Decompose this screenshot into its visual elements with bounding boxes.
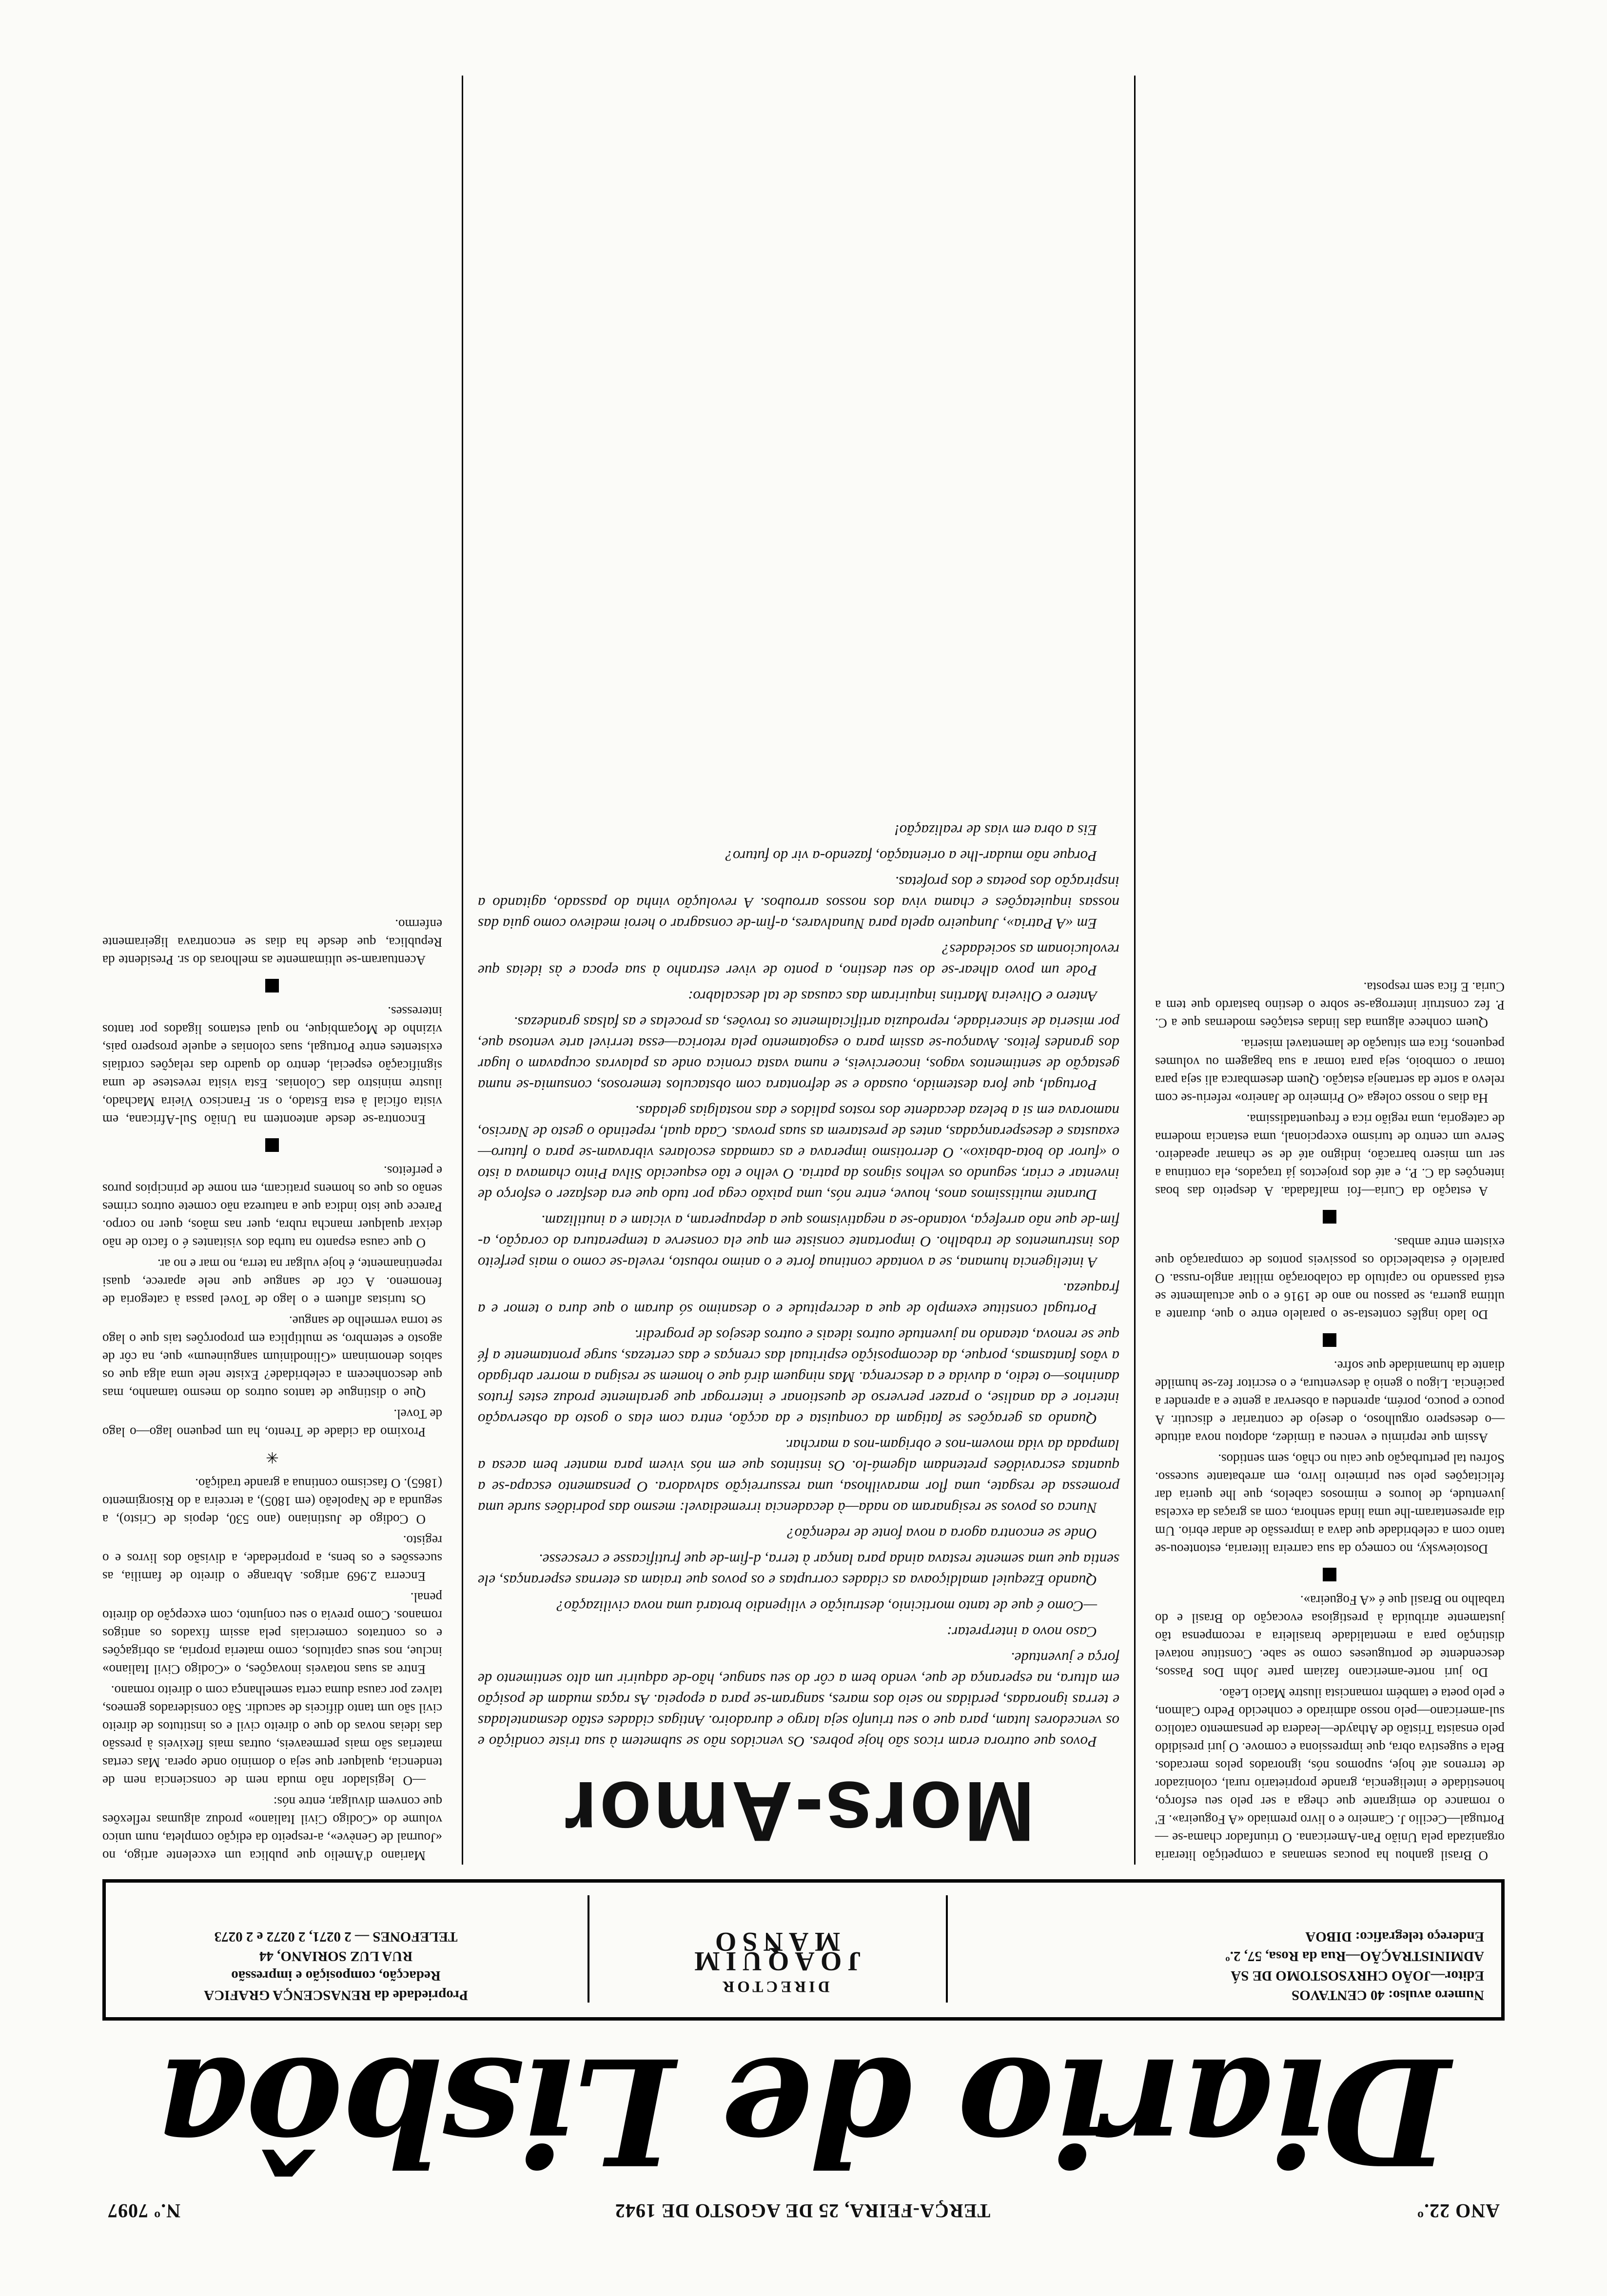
masthead: Diario de Lisbôa <box>157 2025 1450 2197</box>
editor-line: Editor—JOÃO CHRYSOSTOMO DE SÁ <box>1231 1968 1484 1984</box>
paragraph: O Codigo de Justiniano (ano 530, depois de Cristo), a segunda a de Napoleão (em 1805), a terceira a do Risorgimento (1865). O fascismo continua a grande tradição. <box>102 1476 442 1527</box>
dateline <box>102 2196 1505 2225</box>
paragraph: Proximo da cidade de Trento, ha um pequeno lago—o lago de Tovel. <box>102 1407 442 1440</box>
left-column <box>1134 76 1505 1865</box>
director-label: DIRECTOR <box>720 1978 830 1995</box>
paragraph: Povos que outrora eram ricos são hoje pobres. Os vencidos não se submetem à sua triste condição e os vencedores lutam, para que o seu triunfo seja largo e duradoiro. Antigas cidades estão desmanteladas e terras ignoradas, perdidas no seio dos mares, sangram-se para a epopeia. As raças mudam de posição em altura, na esperança de que, vendo bem a côr do seu sangue, hão-de adquirir um alto sentimento de força e juventude. <box>478 1650 1119 1751</box>
paragraph: Portugal, que fora destemido, ousado e se defrontara com obstaculos temerosos, consumia-se numa gestação de sentimentos vagos, incoerciveis, e numa vasta cronica onde as palavras ocupavam o lugar dos grandes feitos. Avançou-se assim para o esgotamento pela retorica—essa terrivel arte ventosa que, por miseria de sinceridade, reproduzia artificialmente os trovões, as procelas e as falsas grandezas. <box>478 1014 1119 1094</box>
paragraph: O Brasil ganhou ha poucas semanas a competição literaria organizada pela União Pan-Americana. O triunfador chama-se — Portugal—Cecilio J. Carneiro e o livro premiado «A Fogueira». E' o romance do emigrante que chega a ser pelo seu esforço, honestidade e inteligencia, grande proprietario rural, colonizador de terrenos até hoje, supomos nós, ignorados pelos mercados. Bela e sugestiva obra, que impressiona e comove. O juri presidido pelo ensaista Tristão de Athayde—leadera de pensamento catolico sul-americano—pelo nosso admirado e conhecido Pedro Calmon, e pelo poeta e também romancista ilustre Macio Leão. <box>1155 1686 1505 1863</box>
address-line: RUA LUZ SORIANO, 44 <box>259 1948 413 1964</box>
newsroom-line: Redacção, composição e impressão <box>231 1968 441 1984</box>
paragraph: Do juri norte-americano faziam parte John Dos Passos, descendente de portugueses como se sabe. Constitue notavel distinção para a mentalidade brasileira a recompensa tão justamente atribuida à prestigiosa evocação do Brasil e do trabalho no Brasil que é «A Fogueira». <box>1155 1593 1505 1680</box>
article-title: Mors-Amor <box>562 1764 1035 1859</box>
article-body <box>478 820 1119 1752</box>
administration-line: ADMINISTRAÇÃO—Rua da Rosa, 57, 2.º <box>1225 1948 1484 1964</box>
paragraph: Encerra 2.969 artigos. Abrange o direito de familia, as sucessões e os bens, a propriedade, a divisão dos livros e o registo. <box>102 1533 442 1584</box>
paragraph: Porque não mudar-lhe a orientação, fazendo-a vir do futuro? <box>725 848 1097 865</box>
administration-info <box>962 1927 1484 2005</box>
paragraph: Acentuaram-se ultimamente as melhoras do sr. Presidente da Republica, que desde ha dias se encontrava ligeiramente enfermo. <box>102 917 442 968</box>
issue-number: N.º 7097 <box>107 2200 181 2222</box>
paragraph: Entre as suas notaveis inovações, o «Codigo Civil Italiano» inclue, nos seus capitulos, como materia propria, as obrigações e os contratos comerciais pela assim fixados os antigos romanos. Como previa o seu conjunto, com excepção do direito penal. <box>102 1590 442 1677</box>
paragraph: A inteligencia humana, se a vontade continua forte e o animo robusto, revela-se como o mais perfeito dos instrumentos de trabalho. O importante consiste em que ela conserve a temperatura do coração, a-fim-de que não arrefeça, votando-se a negativismos que a depauperam, a viciam e a inutilizam. <box>478 1212 1119 1271</box>
section-separator <box>1323 1568 1337 1581</box>
paragraph: Onde se encontra agora a nova fonte de redenção? <box>787 1525 1097 1542</box>
telegraph-line: Endereço telegrafico: DIBOA <box>1305 1929 1484 1945</box>
editorial-column <box>478 76 1119 1865</box>
paragraph: Dostoiewsky, no começo da sua carreira literaria, estonteou-se tanto com a celebridade que dava a impressão de andar ebrio. Um dia apresentaram-lhe uma linda senhora, com as graças da excelsa juventude, de louros e mimosos cabelos, que lhe queria dar felicitações pelo seu primeiro livro, em arrebatante sucesso. Sofreu tal perturbação que caiu no chão, sem sentidos. <box>1155 1452 1505 1557</box>
paragraph: Mariano d'Amelio que publica um excelente artigo, no «Journal de Genève», a-respeito da edição completa, num unico volume do «Codigo Civil Italiano» produz algumas reflexões que convem divulgar, entre nós: <box>102 1794 442 1863</box>
info-divider <box>588 1895 589 2003</box>
publisher-info <box>121 1927 550 2005</box>
price-line: Numero avulso: 40 CENTAVOS <box>1292 1987 1484 2003</box>
paragraph: Eis a obra em vias de realização! <box>894 822 1097 839</box>
paragraph: Caso novo a interpretar: <box>947 1624 1097 1641</box>
paragraph: Quando as gerações se fatigam da conquista e da acção, entra com elas o gosto da observação interior e da analise, o prazer perverso de questionar e interrogar que geralmente produz estes frutos daninhos—o tedio, a duvida e a descrença. Mas ninguem dirá que o homem se resigna a morrer abrigado a vãos fantasmas, porque, da decomposição espiritual das crenças e das certezas, surge prontamente a fé que se renova, ateando na juventude outros ideais e outros desejos de progredir. <box>478 1327 1119 1428</box>
paragraph: Quem conhece alguma das lindas estações modernas que a C. P. fez construir interroga-se sobre o destino bastardo que tem a Curia. E fica sem resposta. <box>1155 980 1505 1031</box>
paragraph: —O legislador não muda nem de consciencia nem de tendencia, qualquer que seja o dominio onde opera. Mas certas materias são mais permeaveis, outras mais flexiveis à pressão das ideias novas do que o direito civil e os institutos de direito civil são um tanto dificeis de sacudir. São considerados gemeos, talvez por causa duma certa semelhança com o direito romano. <box>102 1683 442 1788</box>
paragraph: Encontra-se desde anteontem na União Sul-Africana, em visita oficial à esta Estado, o sr. Francisco Vieira Machado, ilustre ministro das Colonias. Esta visita revestese de uma significação especial, dentro do quadro das relações cordiais existentes entre Portugal, suas colonias e aquele prospero pais, vizinho de Moçambique, no qual estamos ligados por tantos interesses. <box>102 1004 442 1127</box>
section-separator <box>1323 1333 1337 1347</box>
paragraph: O que causa espanto na turba dos visitantes é o facto de não deixar qualquer mancha rubra, quer nas mãos, quer no corpo. Parece que isto indica que a natureza não comete outros crimes senão os que os homens praticam, em nome de principios puros e perfeitos. <box>102 1164 442 1250</box>
paragraph: Pode um povo alhear-se do seu destino, a ponto de viver estranho à sua epoca e às ideias que revolucionam as sociedades? <box>478 941 1119 979</box>
paragraph: Assim que reprimiu e venceu a timidez, adoptou nova atitude—o desespero orgulhoso, o desejo de contrariar e discutir. A pouco e pouco, porém, aprendeu a observar a gente e a aprender a paciência. Ligou o genio à desventura, e o escritor fez-se humilde diante da humanidade que sofre. <box>1155 1359 1505 1445</box>
section-separator <box>1323 1210 1337 1224</box>
issue-date: TERÇA-FEIRA, 25 DE AGOSTO DE 1942 <box>614 2200 991 2222</box>
year-label: ANO 22.º <box>1416 2200 1500 2222</box>
paragraph: Em «A Patria», Junqueiro apela para Nunalvares, a-fim-de consagrar o heroi medievo como guia das nossas inquietações e chama viva dos nossos arroubos. A revolução vinha do passado, agitando a inspiração dos poetas e dos profetas. <box>478 874 1119 933</box>
director-info <box>633 1926 916 2005</box>
star-separator-icon: ✳ <box>266 1449 279 1466</box>
section-separator <box>266 1138 279 1152</box>
right-column <box>102 76 463 1865</box>
section-separator <box>266 979 279 992</box>
info-divider <box>946 1895 948 2003</box>
director-name: JOAQUIM MANSO <box>688 1926 862 1976</box>
phones-line: TELEFONES — 2 0271, 2 0272 e 2 0273 <box>214 1929 458 1945</box>
page-frame <box>102 76 1505 2225</box>
paragraph: Do lado inglês contesta-se o paralelo entre o que, durante a ultima guerra, se passou no ano de 1916 e o que actualmente se está passando no capitulo da colaboração militar anglo-russa. O paralelo é estabelecido os possiveis pontos de comparação que existem entre ambas. <box>1155 1235 1505 1322</box>
owner-line: Propriedade da RENASCENÇA GRAFICA <box>204 1987 468 2003</box>
paragraph: A estação da Curia—foi malfadada. A despeito das boas intenções da C. P., e até dos projectos já traçados, ela continua a ser um misero barracão, indigno até de se chamar apeadeiro. Serve um centro de turismo excepcional, uma estancia moderna de categoria, uma região rica e frequentadissima. <box>1155 1112 1505 1199</box>
info-box <box>102 1879 1505 2021</box>
paragraph: Nunca os povos se resignaram ao nada—à decadencia irremediavel: mesmo das podridões surde uma promessa de resgate, uma flor maravilhosa, uma ressurreição salvadora. O pensamento escapa-se a quantas escravidões pretendam algemá-lo. Os instintos que em nós vivem para manter bem acesa a lampada da vida movem-nos e obrigam-nos a marchar. <box>478 1437 1119 1517</box>
paragraph: Portugal constitue exemplo de que a decrepitude e o desanimo só duram o que dura o temor e a fraqueza. <box>478 1280 1119 1318</box>
paragraph: Os turistas afluem e o lago de Tovel passa à categoria de fenomeno. A côr de sangue que nele aparece, quasi repentinamente, é hoje vulgar na terra, no mar e no ar. <box>102 1257 442 1307</box>
paragraph: Ha dias o nosso colega «O Primeiro de Janeiro» referiu-se com relevo a sorte da sertaneja estação. Quem desembarca ali seja para tomar o comboio, seja para tomar a sua bagagem ou volumes pequenos, fica em situação de lamentavel miseria. <box>1155 1037 1505 1106</box>
paragraph: Antero e Oliveira Martins inquiriram das causas de tal descalabro: <box>688 988 1097 1005</box>
paragraph: Durante muitissimos anos, houve, entre nós, uma paixão cega por tudo que era desfazer o esforço de inventar e criar, segundo os velhos signos da patria. O velho e tão esquecido Silva Pinto chamava a isto o «furor do bota-abaixo». O derrotismo imperava e as camadas escolares vibravam-se para o futuro—exaustas e desesperançadas, antes de prestarem as suas provas. Cada qual, repetindo o gesto de Narciso, namorava em si a beleza decadente dos rostos palidos e das nostalgias geladas. <box>478 1103 1119 1204</box>
paragraph: —Como é que de tanto morticinio, destruição e vilipendio brotará uma nova civilização? <box>556 1598 1097 1615</box>
paragraph: Quando Ezequiel amaldiçoava as cidades corruptas e os povos que traiam as eternas esperanças, ele sentia que uma semente restava ainda para lançar à terra, d-fim-de que frutificasse e crescesse. <box>478 1551 1119 1589</box>
paragraph: Que o distingue de tantos outros do mesmo tamanho, mas que desconhecem a celebridade? Existe nele uma alga que os sabios denominam «Glinodinium sanguineum» que, na côr de agosto e setembro, se multiplica em proporções tais que o lago se torna vermelho de sangue. <box>102 1314 442 1401</box>
